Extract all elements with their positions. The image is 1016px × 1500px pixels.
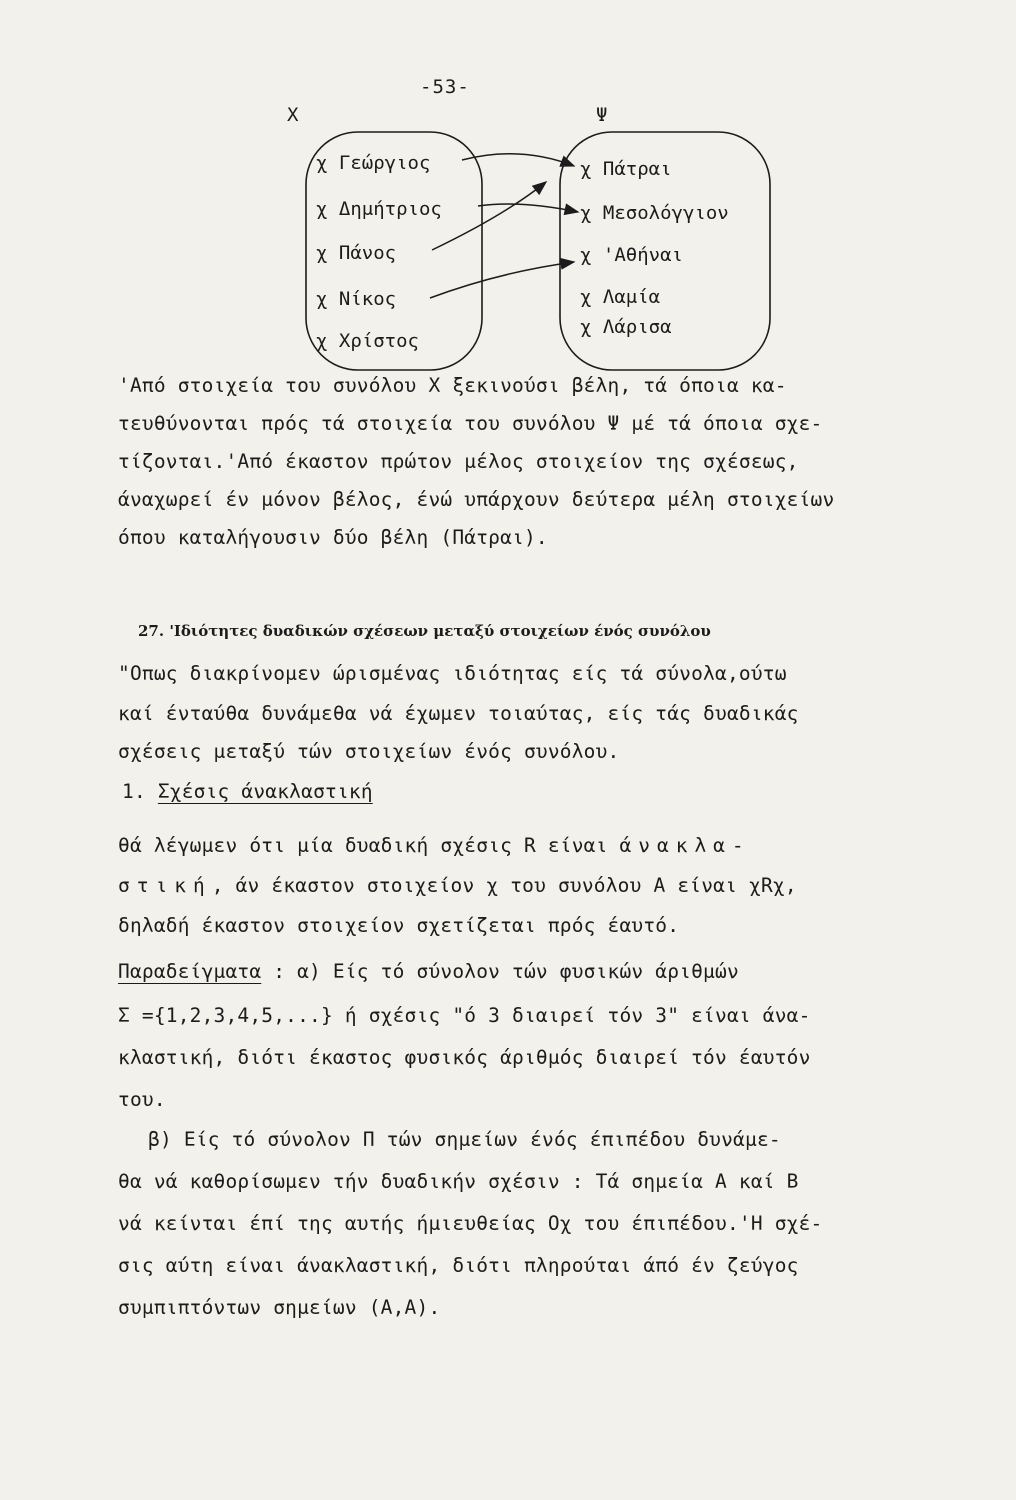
example-b-line: συμπιπτόντων σημείων (Α,Α). [118,1296,441,1319]
section-body-line: καί ένταύθα δυνάμεθα νά έχωμεν τοιαύτας, είς τάς δυαδικάς [118,702,799,725]
definition-line-1 [118,834,751,857]
set-x-item: χ Νίκος [316,288,397,310]
examples-line: κλαστική, διότι έκαστος φυσικός άριθμός διαιρεί τόν έαυτόν [118,1046,811,1069]
set-psi-item: χ Μεσολόγγιον [580,202,729,224]
set-x-item: χ Πάνος [316,242,397,264]
arrow-nikos-athinai [430,262,574,298]
subsection-title [122,780,373,803]
examples-line-1 [118,960,739,983]
set-x-item: χ Γεώργιος [316,152,431,174]
definition-line-3: δηλαδή έκαστον στοιχείον σχετίζεται πρός έαυτό. [118,914,680,937]
definition-line-2 [118,874,797,897]
set-psi-item: χ Πάτραι [580,158,672,180]
examples-label: Παραδείγματα [118,960,262,983]
set-x-item: χ Δημήτριος [316,198,442,220]
intro-line: άναχωρεί έν μόνον βέλος, ένώ υπάρχουν δεύτερα μέλη στοιχείων [118,488,835,511]
subsection-number: 1. [122,780,146,803]
intro-line: τευθύνονται πρός τά στοιχεία του συνόλου Ψ μέ τά όποια σχε- [118,412,823,435]
example-b-line: σις αύτη είναι άνακλαστική, διότι πληρούται άπό έν ζεύγος [118,1254,799,1277]
definition-text: θά λέγωμεν ότι μία δυαδική σχέσις R είναι [118,834,620,857]
example-b-line: β) Είς τό σύνολον Π τών σημείων ένός έπιπέδου δυνάμε- [148,1128,781,1151]
definition-term: στική [118,874,212,897]
examples-line: Σ ={1,2,3,4,5,...} ή σχέσις "ό 3 διαιρεί τόν 3" είναι άνα- [118,1004,811,1027]
arrow-panos-patrai [432,182,546,250]
subsection-title-text: Σχέσις άνακλαστική [157,780,373,803]
definition-term: άνακλα- [619,834,751,857]
set-psi-item: χ Λαμία [580,286,661,308]
example-b-line: νά κείνται έπί της αυτής ήμιευθείας Οχ του έπιπέδου.'Η σχέ- [118,1212,823,1235]
intro-line: 'Από στοιχεία του συνόλου Χ ξεκινούσι βέλη, τά όποια κα- [118,374,787,397]
set-x-item: χ Χρίστος [316,330,419,352]
set-x-label: Χ [287,104,299,126]
section-body-line: "Οπως διακρίνομεν ώρισμένας ιδιότητας είς τά σύνολα,ούτω [118,662,787,685]
set-psi-label: Ψ [596,104,608,126]
section-heading: 27. 'Ιδιότητες δυαδικών σχέσεων μεταξύ στοιχείων ένός συνόλου [138,622,711,640]
intro-line: όπου καταλήγουσιν δύο βέλη (Πάτραι). [118,526,548,549]
examples-line: του. [118,1088,166,1111]
arrow-dimitrios-mesolongion [478,204,578,212]
intro-line: τίζονται.'Από έκαστον πρώτον μέλος στοιχείον της σχέσεως, [118,450,799,473]
set-psi-item: χ 'Αθήναι [580,244,683,266]
definition-text: , άν έκαστον στοιχείον χ του συνόλου Α είναι χRχ, [211,874,797,897]
example-b-line: θα νά καθορίσωμεν τήν δυαδικήν σχέσιν : Τά σημεία Α καί Β [118,1170,799,1193]
page-number: -53- [420,76,470,98]
examples-text: : α) Είς τό σύνολον τών φυσικών άριθμών [261,960,739,983]
relation-diagram [0,0,1016,380]
section-body-line: σχέσεις μεταξύ τών στοιχείων ένός συνόλου. [118,740,620,763]
set-psi-item: χ Λάρισα [580,316,672,338]
